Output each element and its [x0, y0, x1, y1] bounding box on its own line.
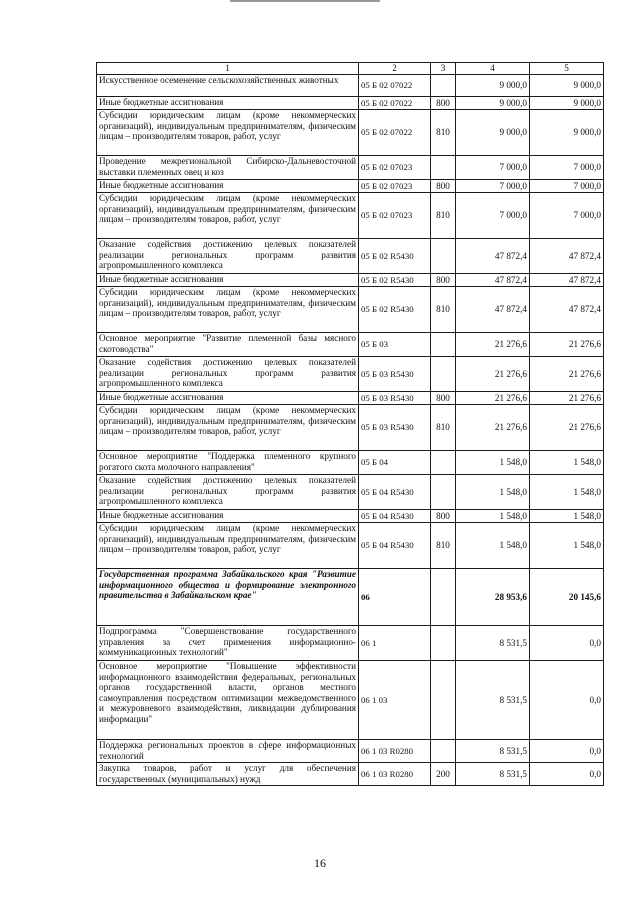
row-amount-col5-cell: 9 000,0 [530, 97, 604, 110]
table-row [97, 763, 604, 786]
row-name-cell: Основное мероприятие "Повышение эффективности информационного взаимодействия федеральных, региональных органов государственной власти, органов местного самоуправления посредством оптимизации межведомственного и межуровневого взаимодействия, ликвидации дублирования информации" [97, 661, 359, 740]
row-amount-col5-cell: 7 000,0 [530, 180, 604, 193]
row-name-cell: Иные бюджетные ассигнования [97, 392, 359, 405]
row-expense-type-cell [431, 475, 456, 510]
row-code-cell: 05 Б 02 R5430 [359, 287, 431, 333]
row-code-cell: 05 Б 02 R5430 [359, 239, 431, 274]
row-expense-type-cell [431, 239, 456, 274]
row-amount-col5-cell: 7 000,0 [530, 193, 604, 239]
table-row [97, 405, 604, 451]
row-code-cell: 05 Б 03 R5430 [359, 357, 431, 392]
table-row [97, 523, 604, 569]
row-name-cell: Оказание содействия достижению целевых показателей реализации региональных программ развития агропромышленного комплекса [97, 239, 359, 274]
table-header-row [97, 63, 604, 75]
table-row [97, 110, 604, 156]
row-amount-col4-cell: 21 276,6 [456, 333, 530, 357]
row-name-cell: Оказание содействия достижению целевых показателей реализации региональных программ развития агропромышленного комплекса [97, 475, 359, 510]
row-code-cell: 05 Б 04 [359, 451, 431, 475]
row-code-cell: 05 Б 02 07023 [359, 156, 431, 180]
row-expense-type-cell [431, 357, 456, 392]
row-code-cell: 06 1 03 R0280 [359, 763, 431, 786]
row-code-cell: 05 Б 03 R5430 [359, 392, 431, 405]
row-name-cell: Основное мероприятие "Поддержка племенного крупного рогатого скота молочного направления" [97, 451, 359, 475]
row-expense-type-cell [431, 156, 456, 180]
row-name-cell: Подпрограмма "Совершенствование государственного управления за счет применения информационно-коммуникационных технологий" [97, 626, 359, 661]
row-amount-col5-cell: 47 872,4 [530, 274, 604, 287]
row-amount-col5-cell: 47 872,4 [530, 239, 604, 274]
row-amount-col4-cell: 47 872,4 [456, 274, 530, 287]
row-amount-col4-cell: 1 548,0 [456, 523, 530, 569]
row-expense-type-cell: 800 [431, 274, 456, 287]
scan-edge-line [230, 0, 380, 2]
row-code-cell: 05 Б 03 [359, 333, 431, 357]
row-amount-col5-cell: 7 000,0 [530, 156, 604, 180]
row-code-cell: 05 Б 04 R5430 [359, 510, 431, 523]
row-amount-col4-cell: 8 531,5 [456, 763, 530, 786]
table-row [97, 392, 604, 405]
row-amount-col4-cell: 21 276,6 [456, 357, 530, 392]
row-amount-col4-cell: 7 000,0 [456, 193, 530, 239]
row-amount-col5-cell: 1 548,0 [530, 475, 604, 510]
table-row [97, 740, 604, 763]
row-expense-type-cell: 800 [431, 392, 456, 405]
row-amount-col5-cell: 9 000,0 [530, 75, 604, 97]
row-amount-col5-cell: 21 276,6 [530, 333, 604, 357]
table-row [97, 287, 604, 333]
row-expense-type-cell [431, 740, 456, 763]
row-expense-type-cell [431, 569, 456, 626]
table-row [97, 180, 604, 193]
row-name-cell: Поддержка региональных проектов в сфере информационных технологий [97, 740, 359, 763]
row-expense-type-cell [431, 333, 456, 357]
row-amount-col5-cell: 0,0 [530, 740, 604, 763]
row-amount-col5-cell: 1 548,0 [530, 451, 604, 475]
row-amount-col4-cell: 21 276,6 [456, 405, 530, 451]
table-row [97, 451, 604, 475]
row-name-cell: Иные бюджетные ассигнования [97, 510, 359, 523]
row-amount-col5-cell: 0,0 [530, 661, 604, 740]
row-code-cell: 05 Б 04 R5430 [359, 523, 431, 569]
header-col-5: 5 [530, 63, 604, 75]
row-amount-col4-cell: 21 276,6 [456, 392, 530, 405]
row-amount-col4-cell: 8 531,5 [456, 661, 530, 740]
row-expense-type-cell: 810 [431, 523, 456, 569]
row-expense-type-cell: 810 [431, 405, 456, 451]
row-expense-type-cell [431, 451, 456, 475]
row-name-cell: Искусственное осеменение сельскохозяйственных животных [97, 75, 359, 97]
row-name-cell: Проведение межрегиональной Сибирско-Дальневосточной выставки племенных овец и коз [97, 156, 359, 180]
row-code-cell: 05 Б 03 R5430 [359, 405, 431, 451]
row-amount-col5-cell: 9 000,0 [530, 110, 604, 156]
row-code-cell: 06 [359, 569, 431, 626]
row-name-cell: Иные бюджетные ассигнования [97, 274, 359, 287]
row-amount-col5-cell: 0,0 [530, 626, 604, 661]
header-col-1: 1 [97, 63, 359, 75]
row-amount-col4-cell: 1 548,0 [456, 510, 530, 523]
row-code-cell: 06 1 03 [359, 661, 431, 740]
table-row [97, 333, 604, 357]
row-amount-col4-cell: 47 872,4 [456, 239, 530, 274]
row-amount-col4-cell: 8 531,5 [456, 626, 530, 661]
row-amount-col4-cell: 1 548,0 [456, 475, 530, 510]
header-col-3: 3 [431, 63, 456, 75]
row-amount-col5-cell: 21 276,6 [530, 392, 604, 405]
table-row [97, 193, 604, 239]
table-row [97, 510, 604, 523]
row-name-cell: Государственная программа Забайкальского края "Развитие информационного общества и формирование электронного правительства в Забайкальском крае" [97, 569, 359, 626]
row-name-cell: Субсидии юридическим лицам (кроме некоммерческих организаций), индивидуальным предпринимателям, физическим лицам – производителям товаров, работ, услуг [97, 405, 359, 451]
row-expense-type-cell [431, 661, 456, 740]
row-expense-type-cell [431, 626, 456, 661]
table-row [97, 661, 604, 740]
row-amount-col5-cell: 1 548,0 [530, 510, 604, 523]
row-name-cell: Закупка товаров, работ и услуг для обеспечения государственных (муниципальных) нужд [97, 763, 359, 786]
row-amount-col4-cell: 8 531,5 [456, 740, 530, 763]
row-code-cell: 05 Б 02 07022 [359, 110, 431, 156]
row-code-cell: 05 Б 02 07022 [359, 75, 431, 97]
row-amount-col4-cell: 9 000,0 [456, 97, 530, 110]
table-row [97, 274, 604, 287]
row-expense-type-cell: 200 [431, 763, 456, 786]
row-name-cell: Иные бюджетные ассигнования [97, 180, 359, 193]
header-col-4: 4 [456, 63, 530, 75]
row-amount-col5-cell: 1 548,0 [530, 523, 604, 569]
row-name-cell: Оказание содействия достижению целевых показателей реализации региональных программ развития агропромышленного комплекса [97, 357, 359, 392]
row-code-cell: 05 Б 04 R5430 [359, 475, 431, 510]
row-code-cell: 05 Б 02 07023 [359, 180, 431, 193]
row-amount-col4-cell: 28 953,6 [456, 569, 530, 626]
budget-table [96, 62, 604, 786]
row-amount-col4-cell: 1 548,0 [456, 451, 530, 475]
row-name-cell: Основное мероприятие "Развитие племенной базы мясного скотоводства" [97, 333, 359, 357]
row-name-cell: Субсидии юридическим лицам (кроме некоммерческих организаций), индивидуальным предпринимателям, физическим лицам – производителям товаров, работ, услуг [97, 193, 359, 239]
table-row [97, 97, 604, 110]
table-row [97, 626, 604, 661]
row-amount-col5-cell: 0,0 [530, 763, 604, 786]
row-amount-col5-cell: 20 145,6 [530, 569, 604, 626]
row-amount-col5-cell: 21 276,6 [530, 357, 604, 392]
row-code-cell: 06 1 [359, 626, 431, 661]
row-name-cell: Субсидии юридическим лицам (кроме некоммерческих организаций), индивидуальным предпринимателям, физическим лицам – производителям товаров, работ, услуг [97, 110, 359, 156]
budget-table-body [97, 63, 604, 786]
table-row [97, 156, 604, 180]
row-code-cell: 06 1 03 R0280 [359, 740, 431, 763]
page-number: 16 [314, 856, 326, 870]
row-amount-col4-cell: 7 000,0 [456, 156, 530, 180]
row-code-cell: 05 Б 02 07023 [359, 193, 431, 239]
table-row [97, 357, 604, 392]
row-expense-type-cell: 800 [431, 510, 456, 523]
row-code-cell: 05 Б 02 07022 [359, 97, 431, 110]
row-name-cell: Иные бюджетные ассигнования [97, 97, 359, 110]
row-amount-col5-cell: 47 872,4 [530, 287, 604, 333]
row-amount-col4-cell: 7 000,0 [456, 180, 530, 193]
row-expense-type-cell: 810 [431, 110, 456, 156]
table-row [97, 75, 604, 97]
row-amount-col4-cell: 47 872,4 [456, 287, 530, 333]
row-amount-col4-cell: 9 000,0 [456, 110, 530, 156]
table-row [97, 239, 604, 274]
row-expense-type-cell: 810 [431, 193, 456, 239]
row-expense-type-cell [431, 75, 456, 97]
row-expense-type-cell: 800 [431, 97, 456, 110]
row-code-cell: 05 Б 02 R5430 [359, 274, 431, 287]
table-row [97, 475, 604, 510]
row-amount-col4-cell: 9 000,0 [456, 75, 530, 97]
table-row [97, 569, 604, 626]
row-name-cell: Субсидии юридическим лицам (кроме некоммерческих организаций), индивидуальным предпринимателям, физическим лицам – производителям товаров, работ, услуг [97, 287, 359, 333]
row-expense-type-cell: 810 [431, 287, 456, 333]
row-amount-col5-cell: 21 276,6 [530, 405, 604, 451]
row-name-cell: Субсидии юридическим лицам (кроме некоммерческих организаций), индивидуальным предпринимателям, физическим лицам – производителям товаров, работ, услуг [97, 523, 359, 569]
header-col-2: 2 [359, 63, 431, 75]
row-expense-type-cell: 800 [431, 180, 456, 193]
